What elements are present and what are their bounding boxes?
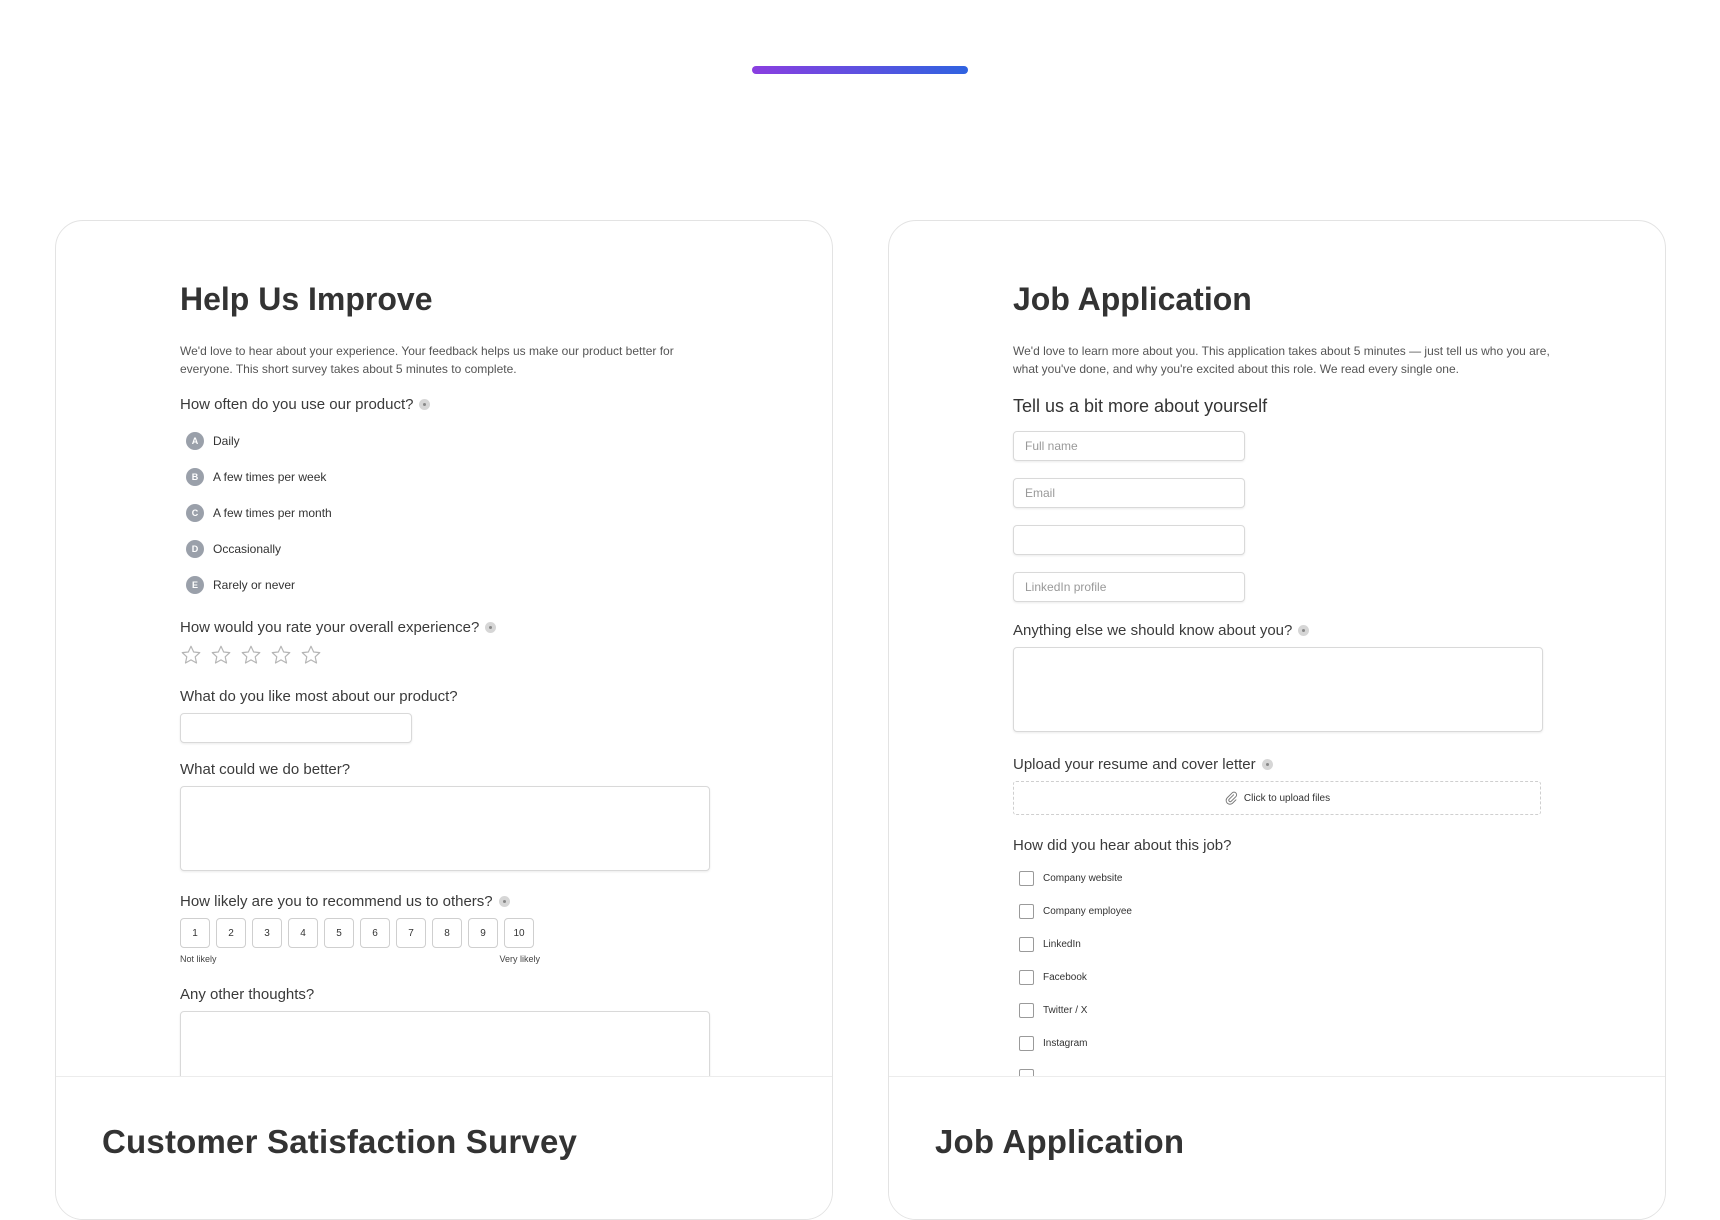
other-textarea[interactable] bbox=[180, 1011, 710, 1076]
help-icon[interactable] bbox=[1298, 625, 1309, 636]
question-like-label: What do you like most about our product? bbox=[180, 688, 458, 705]
nps-option[interactable]: 10 bbox=[504, 918, 534, 948]
star-rating bbox=[180, 644, 720, 666]
upload-dropzone[interactable] bbox=[1013, 781, 1541, 815]
option-label: Daily bbox=[213, 434, 240, 448]
template-card-job-application[interactable] bbox=[888, 220, 1666, 1220]
option-label: Rarely or never bbox=[213, 578, 296, 592]
option-label: Occasionally bbox=[213, 542, 282, 556]
help-icon[interactable] bbox=[485, 622, 496, 633]
job-preview bbox=[889, 221, 1665, 1076]
question-better-label: What could we do better? bbox=[180, 761, 351, 778]
checkbox[interactable] bbox=[1019, 1036, 1034, 1051]
checkbox[interactable] bbox=[1019, 904, 1034, 919]
linkedin-input[interactable]: LinkedIn profile bbox=[1013, 572, 1245, 602]
paperclip-icon bbox=[1224, 791, 1238, 805]
question-rating bbox=[180, 619, 720, 636]
question-upload-label: Upload your resume and cover letter bbox=[1013, 756, 1256, 773]
question-recommend bbox=[180, 893, 720, 910]
nps-low-label: Not likely bbox=[180, 954, 217, 964]
job-form-title: Job Application bbox=[1013, 281, 1252, 317]
job-card-title: Job Application bbox=[935, 1123, 1185, 1160]
question-like bbox=[180, 688, 720, 705]
hear-option[interactable] bbox=[1013, 1027, 1553, 1060]
question-upload bbox=[1013, 756, 1553, 773]
nps-option[interactable]: 3 bbox=[252, 918, 282, 948]
help-icon[interactable] bbox=[1262, 759, 1273, 770]
hear-option-label: Facebook bbox=[1043, 972, 1087, 983]
hear-option-label: Instagram bbox=[1043, 1038, 1088, 1049]
star-icon[interactable] bbox=[240, 644, 262, 666]
accent-progress-bar bbox=[752, 66, 968, 74]
option-badge: D bbox=[186, 540, 204, 558]
question-other bbox=[180, 986, 720, 1003]
frequency-option-a[interactable] bbox=[180, 423, 720, 459]
full-name-input[interactable]: Full name bbox=[1013, 431, 1245, 461]
frequency-option-e[interactable] bbox=[180, 567, 720, 603]
phone-input[interactable] bbox=[1013, 525, 1245, 555]
star-icon[interactable] bbox=[210, 644, 232, 666]
nps-option[interactable]: 9 bbox=[468, 918, 498, 948]
nps-option[interactable]: 8 bbox=[432, 918, 462, 948]
help-icon[interactable] bbox=[499, 896, 510, 907]
hear-option-label: Company employee bbox=[1043, 906, 1132, 917]
option-badge: E bbox=[186, 576, 204, 594]
question-hear bbox=[1013, 837, 1553, 854]
survey-preview bbox=[56, 221, 832, 1076]
frequency-option-d[interactable] bbox=[180, 531, 720, 567]
hear-option-label: LinkedIn bbox=[1043, 939, 1081, 950]
job-card-footer bbox=[889, 1076, 1665, 1220]
question-frequency-label: How often do you use our product? bbox=[180, 396, 414, 413]
job-form bbox=[1013, 281, 1553, 1076]
star-icon[interactable] bbox=[180, 644, 202, 666]
frequency-option-b[interactable] bbox=[180, 459, 720, 495]
like-input[interactable] bbox=[180, 713, 412, 743]
help-icon[interactable] bbox=[419, 399, 430, 410]
nps-scale bbox=[180, 918, 720, 948]
frequency-options bbox=[180, 423, 720, 603]
nps-option[interactable]: 1 bbox=[180, 918, 210, 948]
checkbox[interactable] bbox=[1019, 937, 1034, 952]
hear-option[interactable] bbox=[1013, 994, 1553, 1027]
option-badge: A bbox=[186, 432, 204, 450]
survey-card-footer bbox=[56, 1076, 832, 1220]
hear-option[interactable] bbox=[1013, 862, 1553, 895]
survey-card-title: Customer Satisfaction Survey bbox=[102, 1123, 578, 1160]
nps-option[interactable]: 6 bbox=[360, 918, 390, 948]
question-rating-label: How would you rate your overall experience? bbox=[180, 619, 480, 636]
nps-option[interactable]: 4 bbox=[288, 918, 318, 948]
email-input[interactable]: Email bbox=[1013, 478, 1245, 508]
template-card-survey[interactable] bbox=[55, 220, 833, 1220]
question-hear-label: How did you hear about this job? bbox=[1013, 837, 1232, 854]
nps-high-label: Very likely bbox=[499, 954, 540, 964]
frequency-option-c[interactable] bbox=[180, 495, 720, 531]
option-label: A few times per month bbox=[213, 506, 332, 520]
survey-form bbox=[180, 281, 720, 1076]
checkbox[interactable] bbox=[1019, 1069, 1034, 1076]
checkbox[interactable] bbox=[1019, 1003, 1034, 1018]
hear-options bbox=[1013, 862, 1553, 1076]
question-better bbox=[180, 761, 720, 778]
question-frequency bbox=[180, 396, 720, 413]
question-other-label: Any other thoughts? bbox=[180, 986, 315, 1003]
question-anything-label: Anything else we should know about you? bbox=[1013, 622, 1293, 639]
better-textarea[interactable] bbox=[180, 786, 710, 871]
star-icon[interactable] bbox=[300, 644, 322, 666]
checkbox[interactable] bbox=[1019, 970, 1034, 985]
option-label: A few times per week bbox=[213, 470, 327, 484]
star-icon[interactable] bbox=[270, 644, 292, 666]
hear-option-label: Twitter / X bbox=[1043, 1005, 1088, 1016]
checkbox[interactable] bbox=[1019, 871, 1034, 886]
nps-option[interactable]: 5 bbox=[324, 918, 354, 948]
job-form-description: We'd love to learn more about you. This application takes about 5 minutes — just tell us who you are, what you've done, and why you're excited about this role. We read every single one. bbox=[1013, 344, 1550, 376]
nps-option[interactable]: 7 bbox=[396, 918, 426, 948]
job-section-title: Tell us a bit more about yourself bbox=[1013, 396, 1268, 416]
upload-label: Click to upload files bbox=[1243, 792, 1331, 804]
nps-option[interactable]: 2 bbox=[216, 918, 246, 948]
option-badge: B bbox=[186, 468, 204, 486]
option-badge: C bbox=[186, 504, 204, 522]
hear-option[interactable] bbox=[1013, 895, 1553, 928]
survey-form-description: We'd love to hear about your experience. Your feedback helps us make our product better for everyone. This short survey takes about 5 minutes to complete. bbox=[180, 344, 674, 376]
hear-option-label: Company website bbox=[1043, 873, 1123, 884]
hear-option-partial[interactable] bbox=[1013, 1060, 1553, 1076]
survey-form-title: Help Us Improve bbox=[180, 281, 433, 317]
nps-labels bbox=[180, 954, 540, 964]
hear-option[interactable] bbox=[1013, 961, 1553, 994]
question-recommend-label: How likely are you to recommend us to others? bbox=[180, 893, 493, 910]
hear-option[interactable] bbox=[1013, 928, 1553, 961]
question-anything bbox=[1013, 622, 1553, 639]
anything-textarea[interactable] bbox=[1013, 647, 1543, 732]
